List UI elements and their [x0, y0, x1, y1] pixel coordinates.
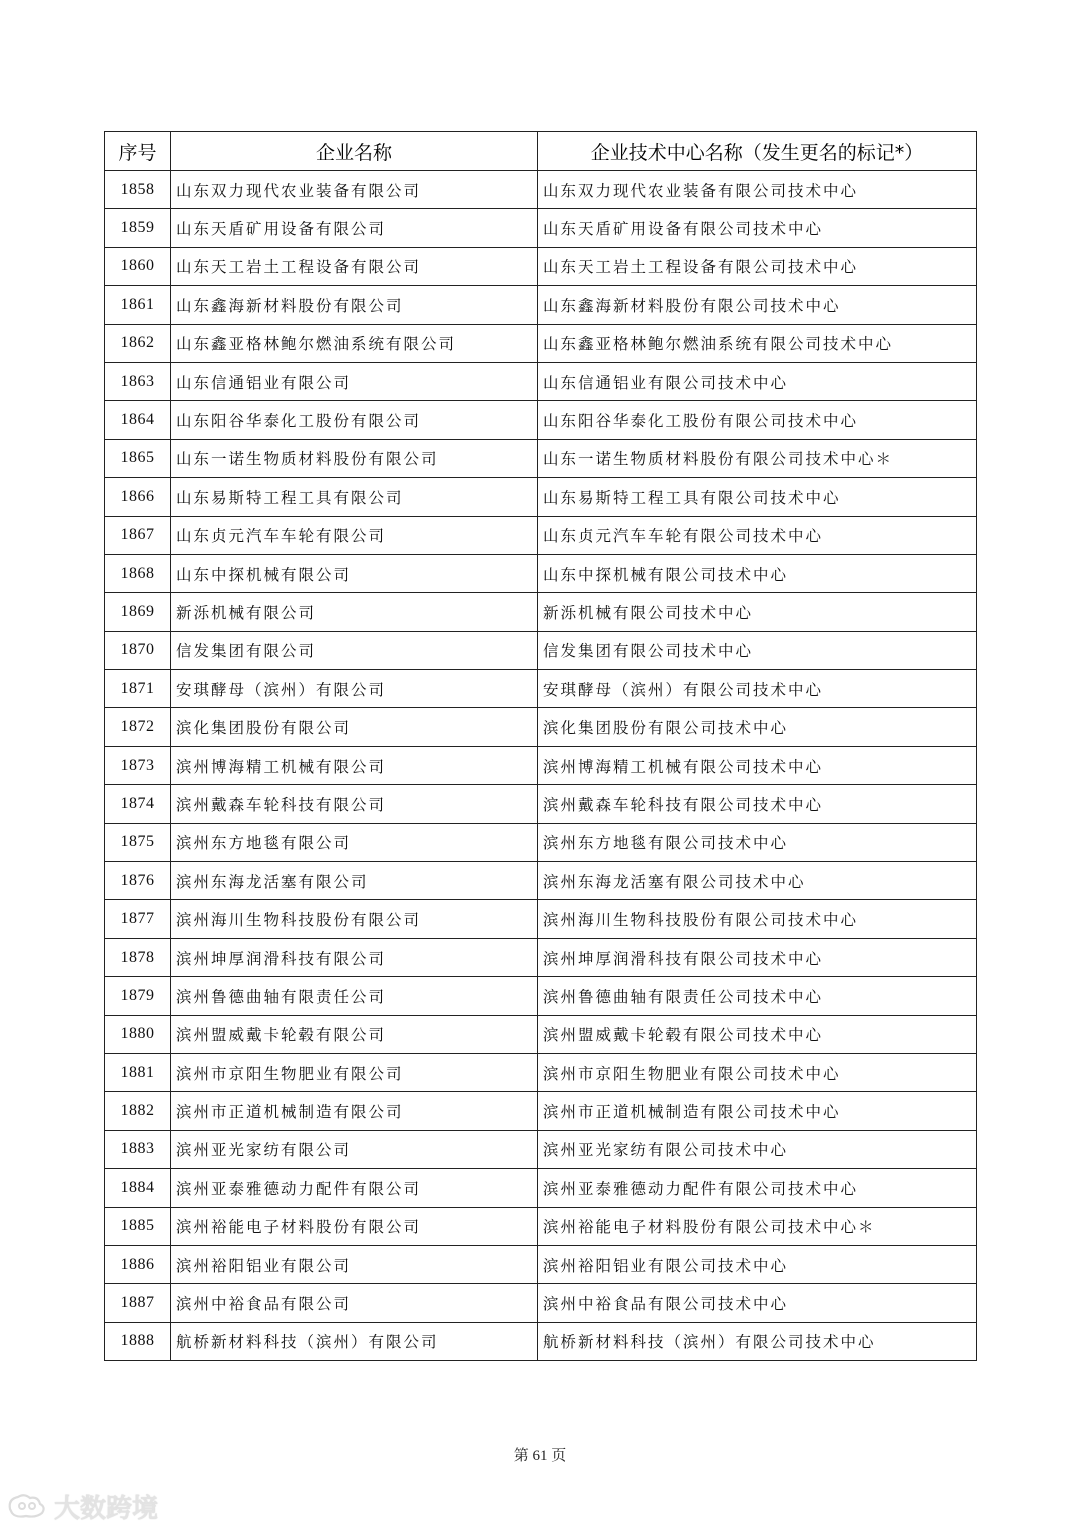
table-row: [105, 171, 977, 209]
cell-serial-number: 1873: [105, 746, 171, 784]
table-row: [105, 1322, 977, 1360]
cell-tech-center-name: 安琪酵母（滨州）有限公司技术中心: [538, 670, 977, 708]
cell-tech-center-name: 滨州博海精工机械有限公司技术中心: [538, 746, 977, 784]
cell-tech-center-name: 山东易斯特工程工具有限公司技术中心: [538, 478, 977, 516]
cell-tech-center-name: 滨州裕阳铝业有限公司技术中心: [538, 1245, 977, 1283]
cell-tech-center-name: 滨州市正道机械制造有限公司技术中心: [538, 1092, 977, 1130]
cell-enterprise-name: 滨州海川生物科技股份有限公司: [171, 900, 538, 938]
header-tech-center-name: 企业技术中心名称（发生更名的标记*）: [538, 132, 977, 171]
cell-enterprise-name: 山东易斯特工程工具有限公司: [171, 478, 538, 516]
cell-enterprise-name: 山东鑫海新材料股份有限公司: [171, 286, 538, 324]
cell-enterprise-name: 山东天工岩土工程设备有限公司: [171, 247, 538, 285]
cell-enterprise-name: 山东天盾矿用设备有限公司: [171, 209, 538, 247]
table-row: [105, 1130, 977, 1168]
table-row: [105, 1053, 977, 1091]
cell-serial-number: 1867: [105, 516, 171, 554]
cell-tech-center-name: 滨州坤厚润滑科技有限公司技术中心: [538, 938, 977, 976]
cell-serial-number: 1871: [105, 670, 171, 708]
table-row: [105, 1092, 977, 1130]
table-row: [105, 247, 977, 285]
brand-logo-icon: [6, 1491, 50, 1521]
table-row: [105, 362, 977, 400]
table-row: [105, 593, 977, 631]
cell-tech-center-name: 滨州海川生物科技股份有限公司技术中心: [538, 900, 977, 938]
cell-enterprise-name: 滨州戴森车轮科技有限公司: [171, 785, 538, 823]
cell-enterprise-name: 滨州盟威戴卡轮毂有限公司: [171, 1015, 538, 1053]
cell-enterprise-name: 滨州亚光家纺有限公司: [171, 1130, 538, 1168]
table-row: [105, 286, 977, 324]
cell-tech-center-name: 滨州盟威戴卡轮毂有限公司技术中心: [538, 1015, 977, 1053]
cell-tech-center-name: 山东双力现代农业装备有限公司技术中心: [538, 171, 977, 209]
cell-enterprise-name: 信发集团有限公司: [171, 631, 538, 669]
cell-serial-number: 1885: [105, 1207, 171, 1245]
watermark-text: 大数跨境: [54, 1493, 159, 1524]
cell-enterprise-name: 滨州博海精工机械有限公司: [171, 746, 538, 784]
cell-enterprise-name: 山东中探机械有限公司: [171, 554, 538, 592]
cell-enterprise-name: 山东阳谷华泰化工股份有限公司: [171, 401, 538, 439]
cell-enterprise-name: 滨化集团股份有限公司: [171, 708, 538, 746]
cell-enterprise-name: 安琪酵母（滨州）有限公司: [171, 670, 538, 708]
cell-tech-center-name: 山东中探机械有限公司技术中心: [538, 554, 977, 592]
table-row: [105, 862, 977, 900]
cell-enterprise-name: 新泺机械有限公司: [171, 593, 538, 631]
cell-tech-center-name: 滨化集团股份有限公司技术中心: [538, 708, 977, 746]
table-body: [105, 171, 977, 1361]
cell-serial-number: 1872: [105, 708, 171, 746]
table-row: [105, 900, 977, 938]
table-row: [105, 746, 977, 784]
cell-tech-center-name: 滨州鲁德曲轴有限责任公司技术中心: [538, 977, 977, 1015]
watermark: [6, 1486, 158, 1526]
cell-serial-number: 1866: [105, 478, 171, 516]
cell-enterprise-name: 滨州坤厚润滑科技有限公司: [171, 938, 538, 976]
cell-serial-number: 1858: [105, 171, 171, 209]
table-row: [105, 478, 977, 516]
cell-serial-number: 1869: [105, 593, 171, 631]
table-row: [105, 439, 977, 477]
table-row: [105, 516, 977, 554]
cell-enterprise-name: 滨州东方地毯有限公司: [171, 823, 538, 861]
cell-serial-number: 1864: [105, 401, 171, 439]
table-row: [105, 1284, 977, 1322]
cell-tech-center-name: 山东鑫亚格林鲍尔燃油系统有限公司技术中心: [538, 324, 977, 362]
cell-serial-number: 1888: [105, 1322, 171, 1360]
cell-enterprise-name: 滨州裕阳铝业有限公司: [171, 1245, 538, 1283]
table-row: [105, 1015, 977, 1053]
cell-tech-center-name: 滨州戴森车轮科技有限公司技术中心: [538, 785, 977, 823]
cell-serial-number: 1874: [105, 785, 171, 823]
cell-serial-number: 1860: [105, 247, 171, 285]
cell-tech-center-name: 滨州市京阳生物肥业有限公司技术中心: [538, 1053, 977, 1091]
cell-tech-center-name: 山东信通铝业有限公司技术中心: [538, 362, 977, 400]
cell-tech-center-name: 山东贞元汽车车轮有限公司技术中心: [538, 516, 977, 554]
cell-tech-center-name: 滨州亚光家纺有限公司技术中心: [538, 1130, 977, 1168]
cell-serial-number: 1881: [105, 1053, 171, 1091]
cell-tech-center-name: 滨州东海龙活塞有限公司技术中心: [538, 862, 977, 900]
cell-serial-number: 1876: [105, 862, 171, 900]
cell-tech-center-name: 滨州中裕食品有限公司技术中心: [538, 1284, 977, 1322]
cell-serial-number: 1886: [105, 1245, 171, 1283]
cell-enterprise-name: 滨州中裕食品有限公司: [171, 1284, 538, 1322]
table-row: [105, 670, 977, 708]
cell-tech-center-name: 山东一诺生物质材料股份有限公司技术中心＊: [538, 439, 977, 477]
header-serial-number: 序号: [105, 132, 171, 171]
cell-serial-number: 1883: [105, 1130, 171, 1168]
cell-tech-center-name: 滨州亚泰雅德动力配件有限公司技术中心: [538, 1169, 977, 1207]
cell-serial-number: 1859: [105, 209, 171, 247]
table-row: [105, 1207, 977, 1245]
cell-tech-center-name: 山东天工岩土工程设备有限公司技术中心: [538, 247, 977, 285]
table-row: [105, 977, 977, 1015]
cell-tech-center-name: 信发集团有限公司技术中心: [538, 631, 977, 669]
cell-enterprise-name: 山东一诺生物质材料股份有限公司: [171, 439, 538, 477]
cell-serial-number: 1887: [105, 1284, 171, 1322]
cell-enterprise-name: 航桥新材料科技（滨州）有限公司: [171, 1322, 538, 1360]
cell-enterprise-name: 滨州市正道机械制造有限公司: [171, 1092, 538, 1130]
table-row: [105, 209, 977, 247]
cell-enterprise-name: 滨州东海龙活塞有限公司: [171, 862, 538, 900]
cell-enterprise-name: 滨州市京阳生物肥业有限公司: [171, 1053, 538, 1091]
cell-serial-number: 1875: [105, 823, 171, 861]
cell-serial-number: 1865: [105, 439, 171, 477]
cell-enterprise-name: 山东双力现代农业装备有限公司: [171, 171, 538, 209]
cell-serial-number: 1880: [105, 1015, 171, 1053]
cell-serial-number: 1868: [105, 554, 171, 592]
cell-tech-center-name: 新泺机械有限公司技术中心: [538, 593, 977, 631]
cell-serial-number: 1877: [105, 900, 171, 938]
cell-serial-number: 1884: [105, 1169, 171, 1207]
table-row: [105, 708, 977, 746]
cell-serial-number: 1870: [105, 631, 171, 669]
table-row: [105, 631, 977, 669]
cell-serial-number: 1861: [105, 286, 171, 324]
cell-serial-number: 1862: [105, 324, 171, 362]
table-row: [105, 938, 977, 976]
header-enterprise-name: 企业名称: [171, 132, 538, 171]
cell-serial-number: 1878: [105, 938, 171, 976]
cell-enterprise-name: 山东鑫亚格林鲍尔燃油系统有限公司: [171, 324, 538, 362]
cell-tech-center-name: 滨州东方地毯有限公司技术中心: [538, 823, 977, 861]
cell-tech-center-name: 山东天盾矿用设备有限公司技术中心: [538, 209, 977, 247]
table-header-row: [105, 132, 977, 171]
page-number: 第 61 页: [513, 1448, 567, 1464]
table-row: [105, 401, 977, 439]
cell-tech-center-name: 山东鑫海新材料股份有限公司技术中心: [538, 286, 977, 324]
cell-serial-number: 1863: [105, 362, 171, 400]
cell-enterprise-name: 山东贞元汽车车轮有限公司: [171, 516, 538, 554]
cell-tech-center-name: 滨州裕能电子材料股份有限公司技术中心＊: [538, 1207, 977, 1245]
cell-enterprise-name: 山东信通铝业有限公司: [171, 362, 538, 400]
cell-enterprise-name: 滨州鲁德曲轴有限责任公司: [171, 977, 538, 1015]
cell-serial-number: 1879: [105, 977, 171, 1015]
cell-enterprise-name: 滨州亚泰雅德动力配件有限公司: [171, 1169, 538, 1207]
cell-serial-number: 1882: [105, 1092, 171, 1130]
cell-tech-center-name: 航桥新材料科技（滨州）有限公司技术中心: [538, 1322, 977, 1360]
cell-tech-center-name: 山东阳谷华泰化工股份有限公司技术中心: [538, 401, 977, 439]
table-row: [105, 324, 977, 362]
technology-center-table: [104, 131, 977, 1361]
table-row: [105, 823, 977, 861]
table-row: [105, 1169, 977, 1207]
table-row: [105, 554, 977, 592]
table-row: [105, 1245, 977, 1283]
cell-enterprise-name: 滨州裕能电子材料股份有限公司: [171, 1207, 538, 1245]
table-row: [105, 785, 977, 823]
